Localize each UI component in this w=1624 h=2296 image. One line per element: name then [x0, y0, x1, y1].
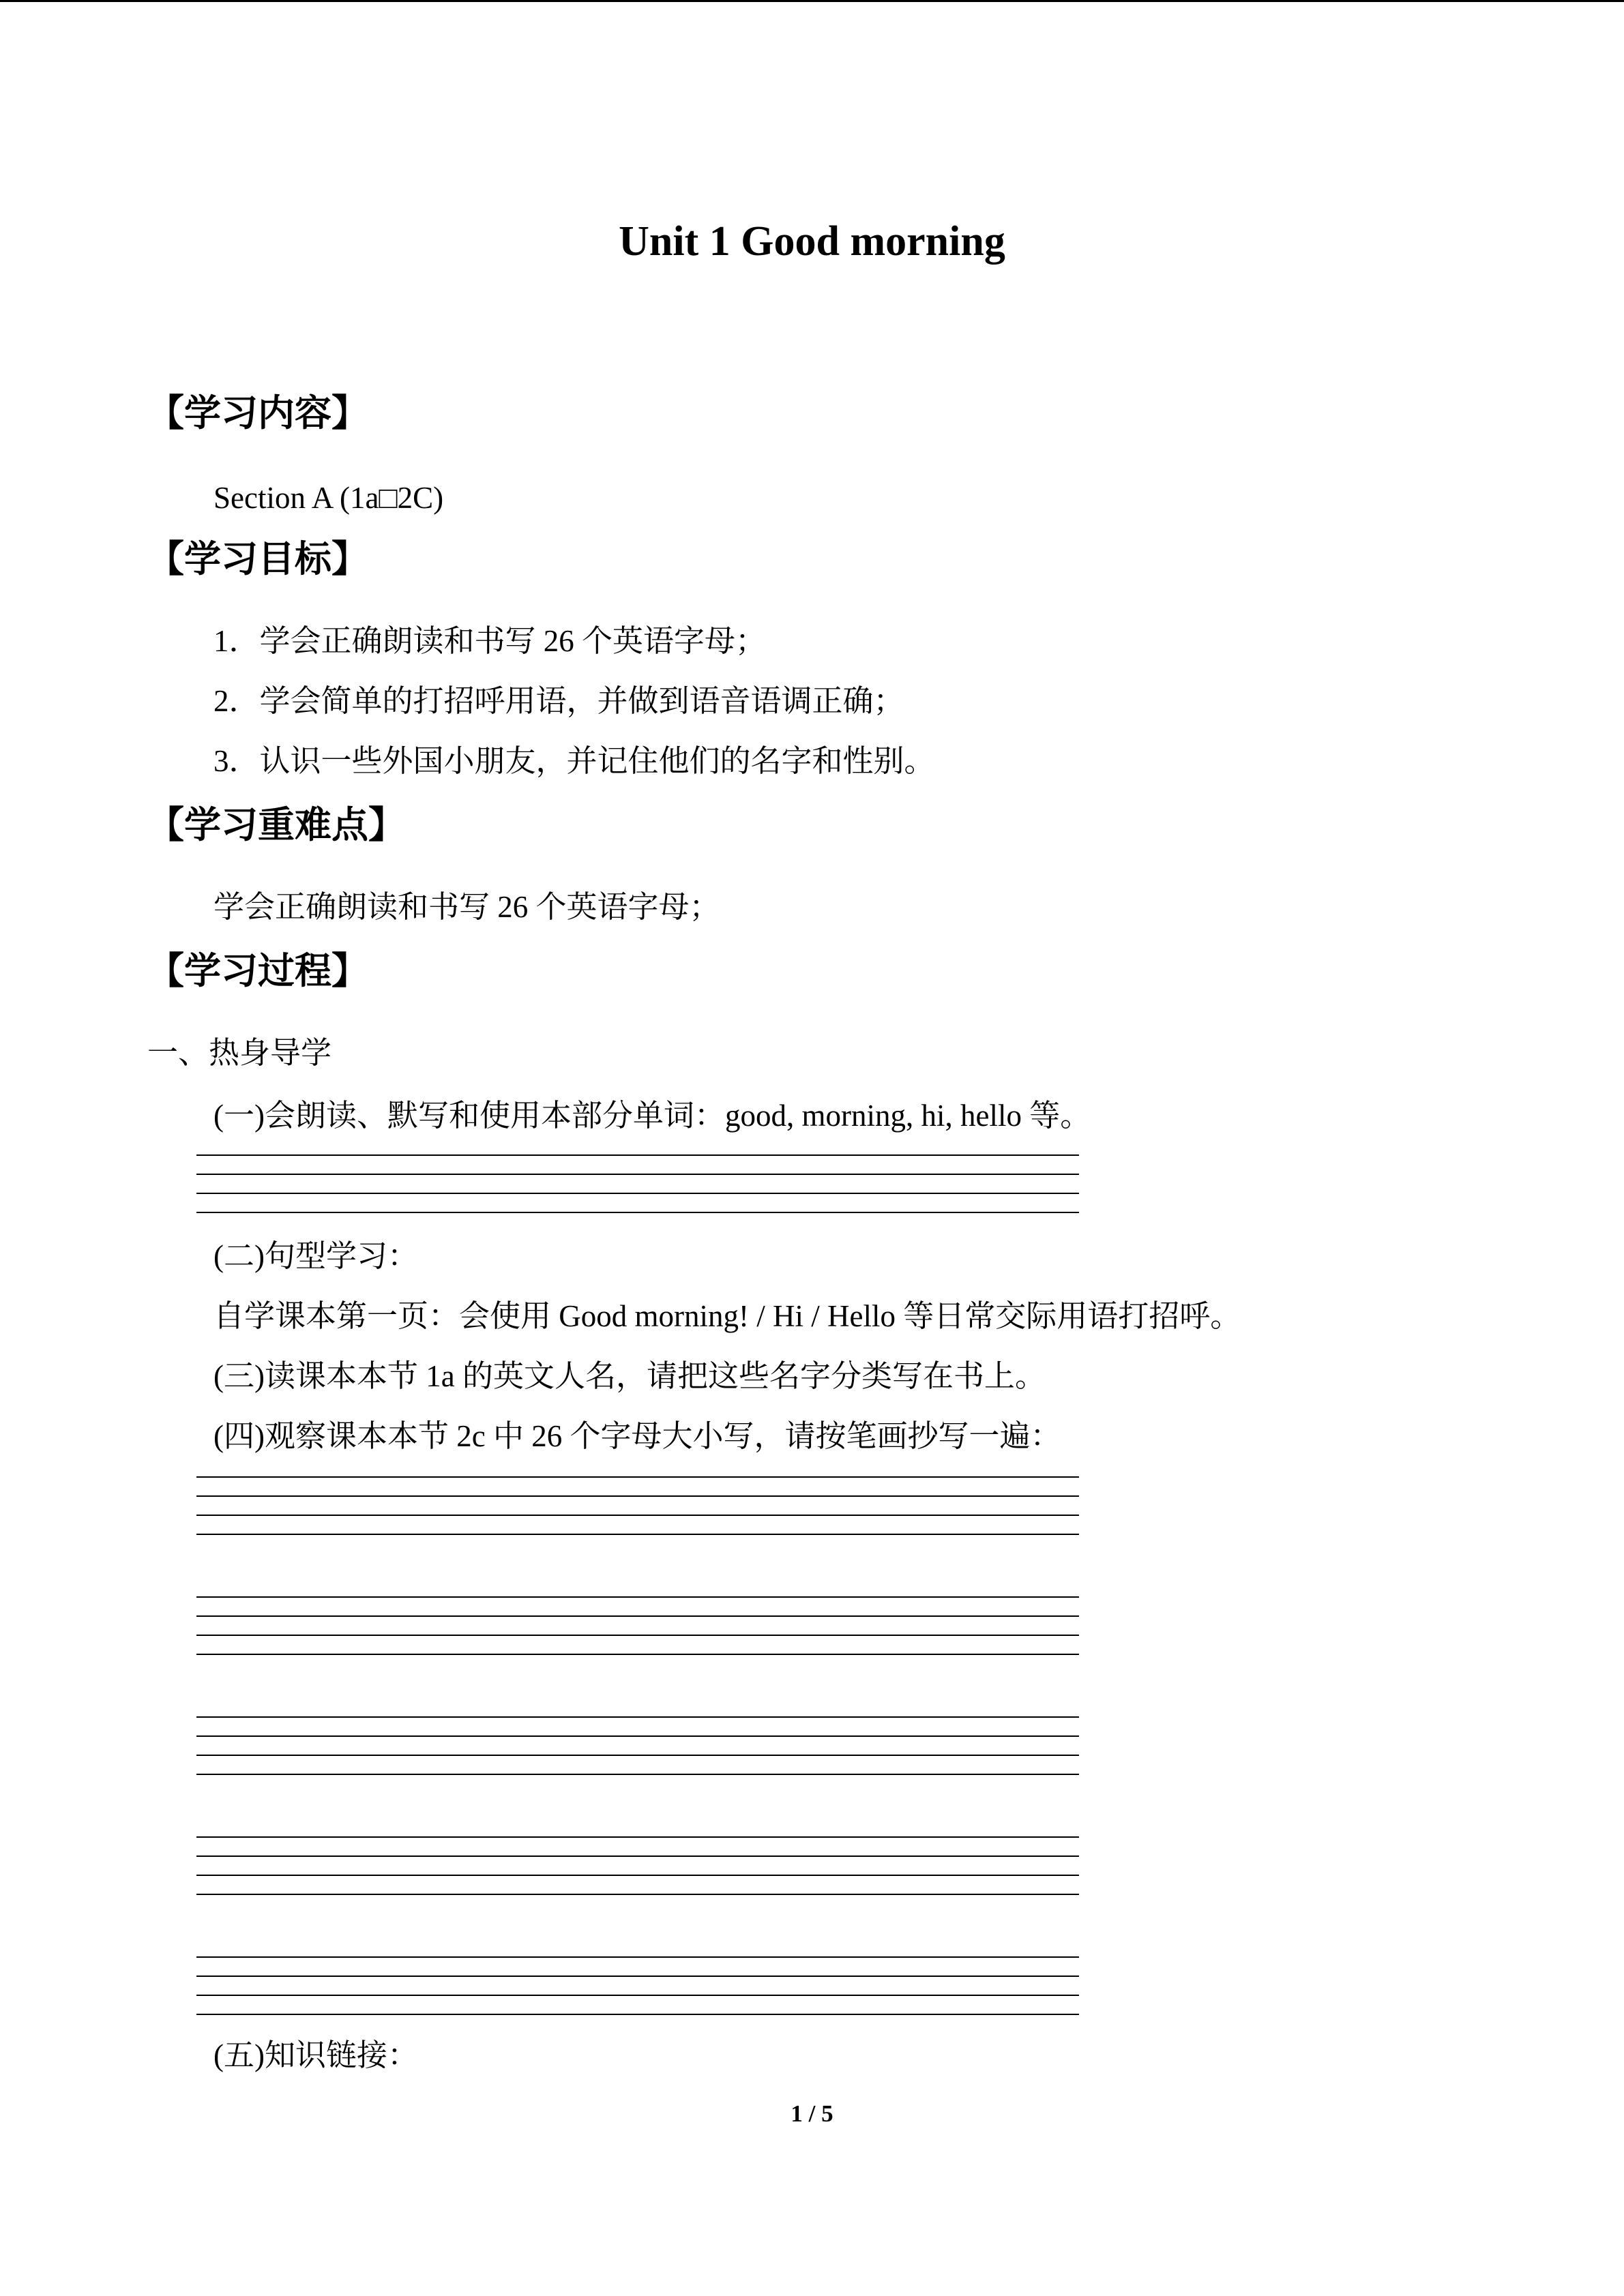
top-border-line [0, 0, 1624, 2]
key-points-text: 学会正确朗读和书写 26 个英语字母； [213, 890, 720, 924]
heading-key-points: 【学习重难点】 [147, 803, 405, 846]
step2-detail: 自学课本第一页：会使用 Good morning! / Hi / Hello 等日常交际用语打招呼。 [213, 1299, 1241, 1333]
step2-text: (二)句型学习： [213, 1239, 418, 1273]
heading-process: 【学习过程】 [147, 949, 368, 992]
heading-content: 【学习内容】 [147, 391, 368, 434]
part1-title: 一、热身导学 [147, 1036, 332, 1070]
step1-text: (一)会朗读、默写和使用本部分单词：good, morning, hi, hello 等。 [213, 1099, 1091, 1133]
goal-item-2: 2．学会简单的打招呼用语，并做到语音语调正确； [213, 684, 904, 718]
page-number: 1 / 5 [791, 2100, 833, 2127]
step4-text: (四)观察课本本节 2c 中 26 个字母大小写，请按笔画抄写一遍： [213, 1419, 1061, 1453]
heading-goals: 【学习目标】 [147, 537, 368, 580]
content-text: Section A (1a□2C) [213, 481, 444, 515]
goal-item-1: 1．学会正确朗读和书写 26 个英语字母； [213, 624, 767, 658]
goal-item-3: 3．认识一些外国小朋友，并记住他们的名字和性别。 [213, 744, 935, 778]
page-title: Unit 1 Good morning [619, 218, 1005, 265]
step3-text: (三)读课本本节 1a 的英文人名，请把这些名字分类写在书上。 [213, 1359, 1046, 1393]
step5-text: (五)知识链接： [213, 2038, 418, 2072]
